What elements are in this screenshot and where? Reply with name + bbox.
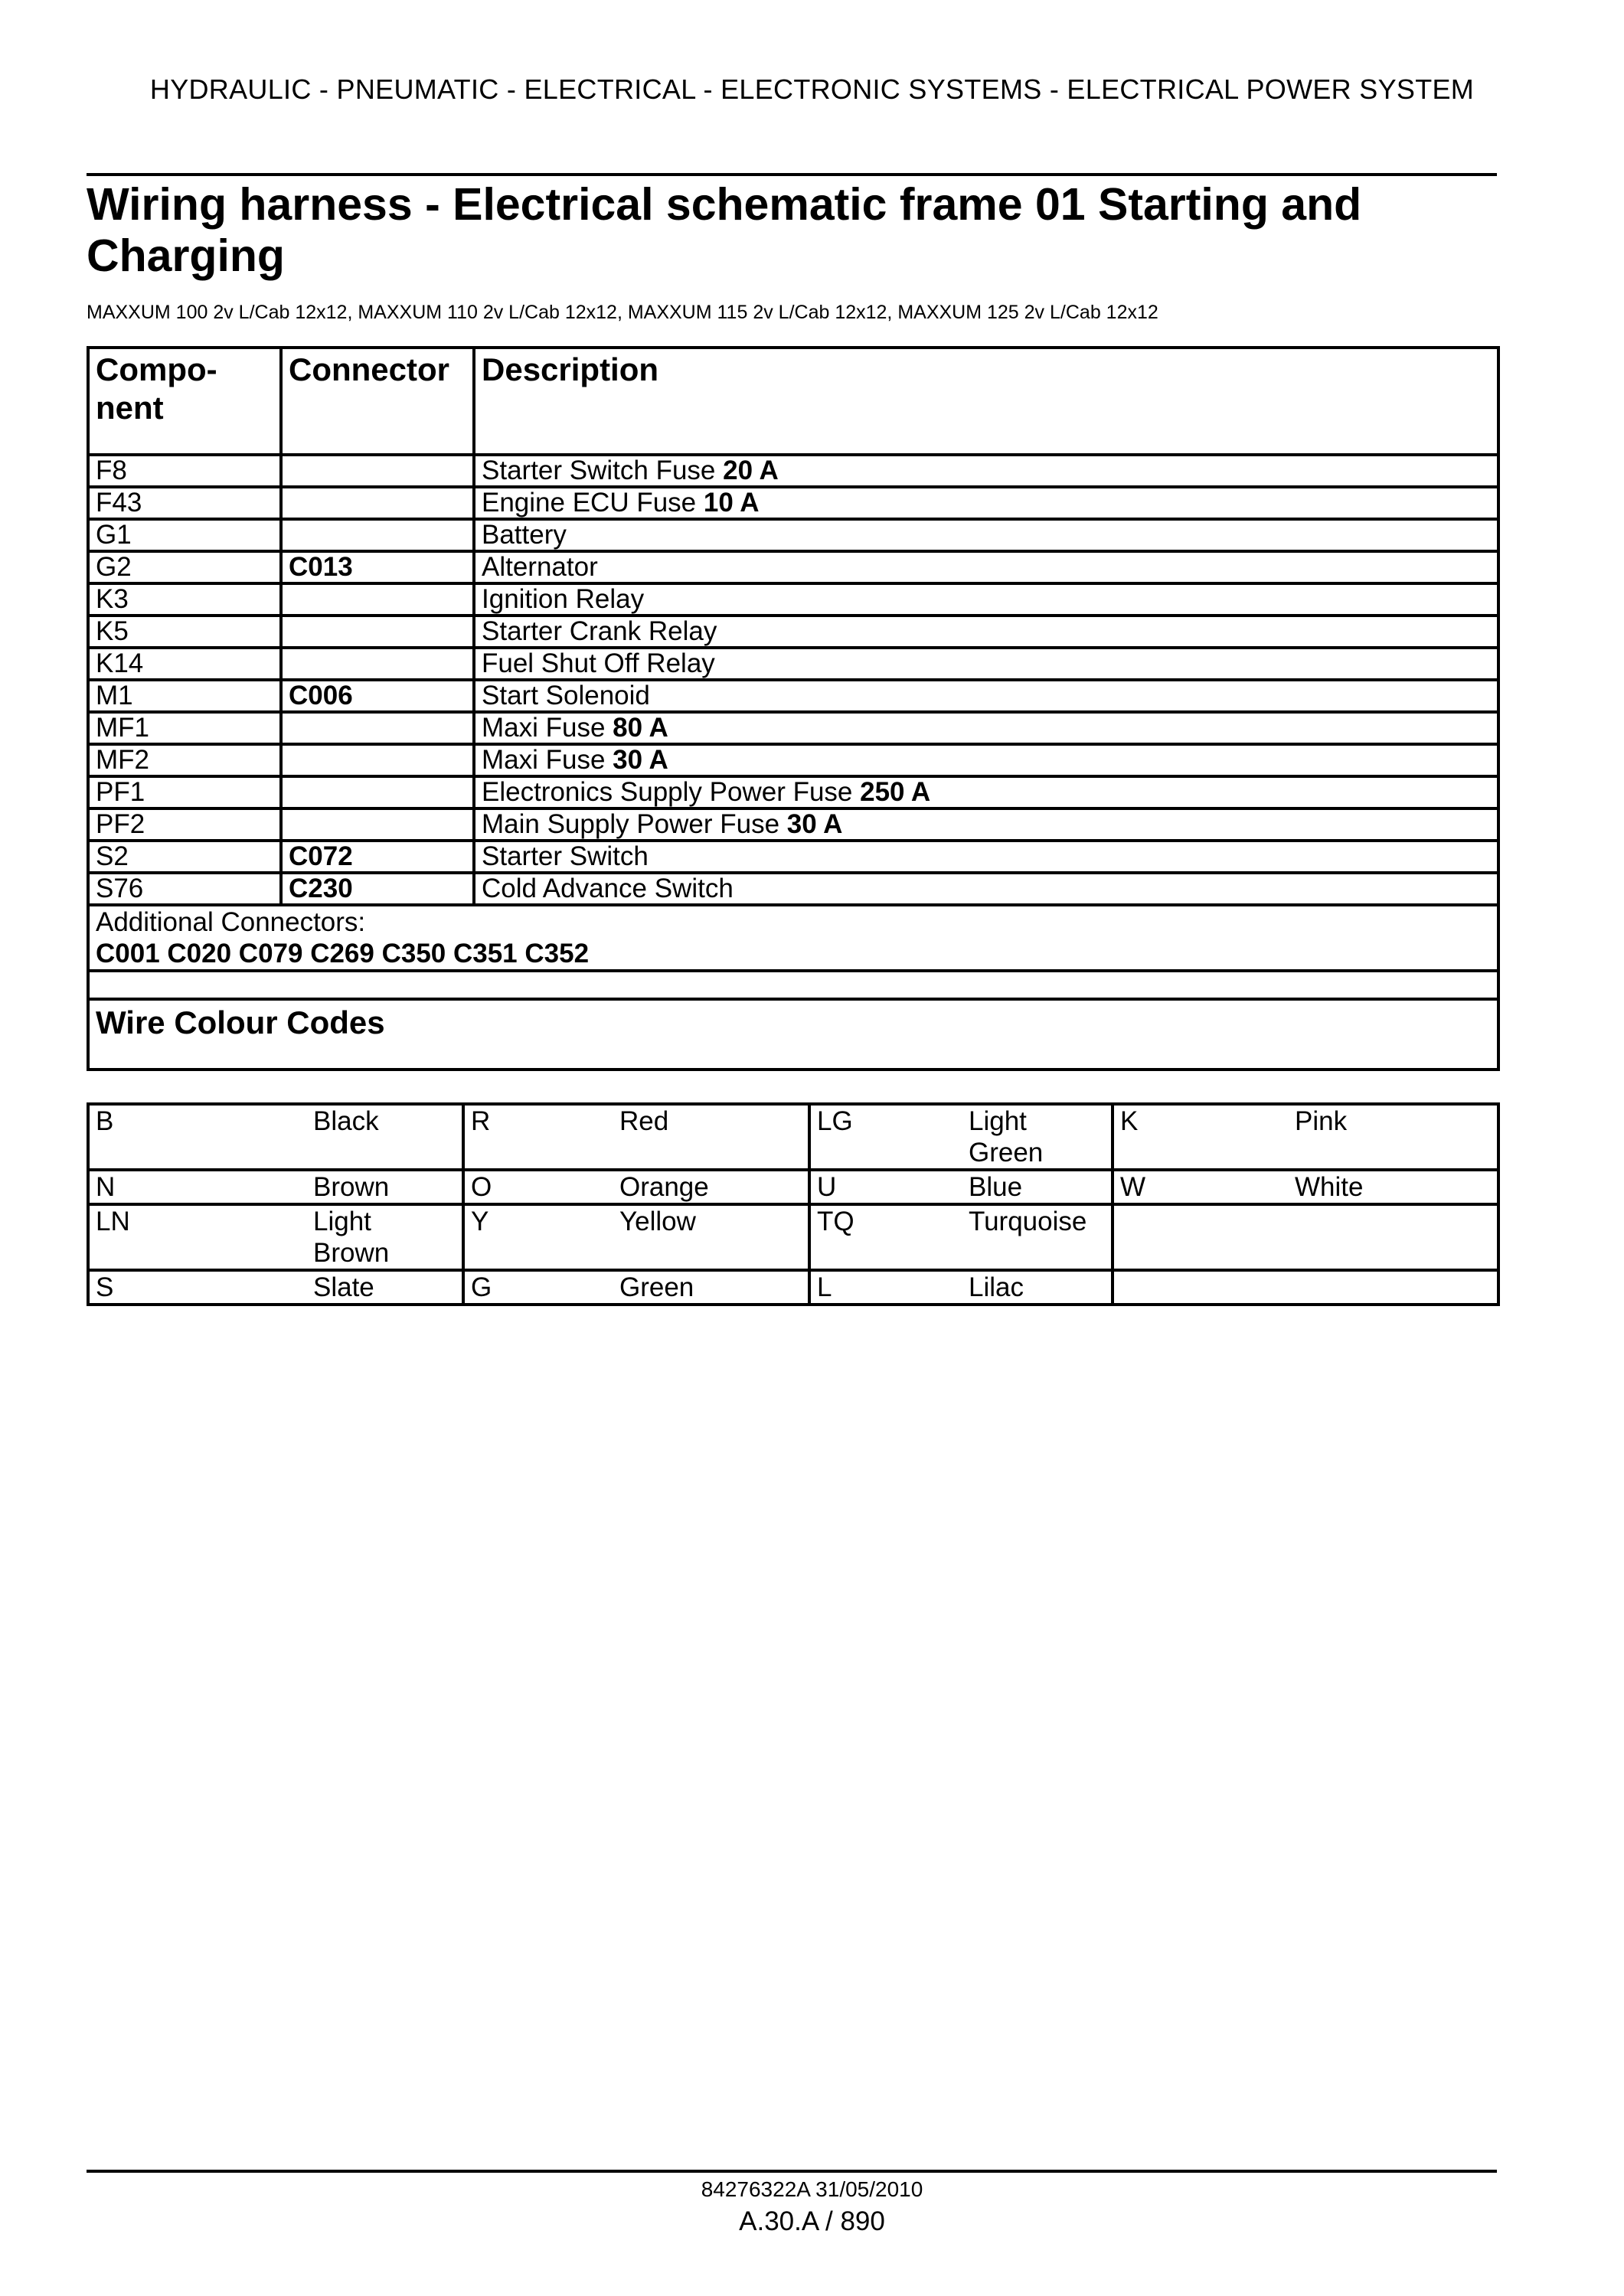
connector-code: C072 (289, 841, 353, 871)
wire-colour-rows (88, 1104, 1498, 1305)
fuse-rating: 30 A (613, 745, 668, 775)
component-id: K14 (88, 648, 281, 680)
wire-colour-name: Orange (613, 1170, 809, 1204)
description-text: Starter Switch Fuse (482, 456, 724, 485)
wire-colour-row (88, 1104, 1498, 1170)
wire-colour-codes-title: Wire Colour Codes (88, 999, 1498, 1070)
wire-colour-name: Light Brown (307, 1204, 463, 1270)
wire-colour-table (87, 1102, 1500, 1306)
component-row (88, 648, 1498, 680)
wire-colour-name: Green (613, 1270, 809, 1305)
component-description (474, 841, 1498, 873)
wire-colour-row (88, 1204, 1498, 1270)
description-text: Fuel Shut Off Relay (482, 648, 715, 678)
component-description (474, 487, 1498, 519)
wire-colour-name: Yellow (613, 1204, 809, 1270)
wire-colour-name: Red (613, 1104, 809, 1170)
connector-id (281, 776, 474, 808)
component-row (88, 680, 1498, 712)
column-header-component: Compo- nent (88, 348, 281, 455)
additional-connectors-cell (88, 905, 1498, 971)
description-text: Start Solenoid (482, 681, 650, 710)
wire-colour-name: Blue (962, 1170, 1113, 1204)
description-text: Alternator (482, 552, 598, 582)
component-row (88, 873, 1498, 905)
component-row (88, 519, 1498, 551)
description-text: Main Supply Power Fuse (482, 809, 787, 839)
component-id: PF1 (88, 776, 281, 808)
component-id: S76 (88, 873, 281, 905)
fuse-rating: 30 A (786, 809, 843, 839)
component-row (88, 712, 1498, 744)
connector-code: C230 (289, 874, 353, 903)
additional-connectors-list: C001 C020 C079 C269 C350 C351 C352 (96, 939, 590, 968)
connector-id (281, 519, 474, 551)
wire-colour-name (1289, 1270, 1498, 1305)
wire-colour-name: Lilac (962, 1270, 1113, 1305)
component-rows (88, 455, 1498, 905)
connector-code: C013 (289, 552, 353, 582)
component-description (474, 551, 1498, 583)
wire-colour-section-row (88, 999, 1498, 1070)
component-id: F43 (88, 487, 281, 519)
component-description (474, 616, 1498, 648)
description-text: Starter Crank Relay (482, 616, 717, 646)
component-description (474, 808, 1498, 841)
page-title: Wiring harness - Electrical schematic frame 01 Starting and Charging (87, 179, 1362, 281)
description-text: Battery (482, 520, 567, 550)
wire-colour-code: LG (809, 1104, 962, 1170)
wire-colour-code: LN (88, 1204, 307, 1270)
column-header-description: Description (474, 348, 1498, 455)
component-description (474, 776, 1498, 808)
wire-colour-name: Light Green (962, 1104, 1113, 1170)
component-row (88, 583, 1498, 616)
fuse-rating: 20 A (723, 456, 779, 485)
wire-colour-code: B (88, 1104, 307, 1170)
fuse-rating: 80 A (613, 713, 668, 743)
connector-id (281, 551, 474, 583)
components-header-row (88, 348, 1498, 455)
wire-colour-code (1113, 1270, 1289, 1305)
component-description (474, 519, 1498, 551)
description-text: Engine ECU Fuse (482, 488, 704, 518)
wire-colour-code: O (463, 1170, 613, 1204)
wire-colour-name (1289, 1204, 1498, 1270)
fuse-rating: 10 A (703, 488, 760, 518)
component-description (474, 455, 1498, 487)
description-text: Maxi Fuse (482, 745, 613, 775)
wire-colour-row (88, 1170, 1498, 1204)
component-description (474, 744, 1498, 776)
connector-id (281, 487, 474, 519)
connector-id (281, 616, 474, 648)
component-description (474, 583, 1498, 616)
component-row (88, 808, 1498, 841)
component-row (88, 487, 1498, 519)
footer-rule (87, 2170, 1497, 2173)
components-table (87, 346, 1500, 1071)
page-number: A.30.A / 890 (739, 2206, 885, 2236)
component-id: G2 (88, 551, 281, 583)
component-id: S2 (88, 841, 281, 873)
wire-colour-code: W (1113, 1170, 1289, 1204)
description-text: Cold Advance Switch (482, 874, 734, 903)
wire-colour-name: White (1289, 1170, 1498, 1204)
wire-colour-row (88, 1270, 1498, 1305)
component-row (88, 776, 1498, 808)
connector-id (281, 455, 474, 487)
connector-code: C006 (289, 681, 353, 710)
running-header: HYDRAULIC - PNEUMATIC - ELECTRICAL - ELECTRONIC SYSTEMS - ELECTRICAL POWER SYSTEM (149, 73, 1475, 105)
wire-colour-code: L (809, 1270, 962, 1305)
wire-colour-name: Turquoise (962, 1204, 1113, 1270)
component-row (88, 616, 1498, 648)
wire-colour-name: Slate (307, 1270, 463, 1305)
connector-id (281, 841, 474, 873)
wire-colour-code: TQ (809, 1204, 962, 1270)
connector-id (281, 583, 474, 616)
wire-colour-code: G (463, 1270, 613, 1305)
connector-id (281, 744, 474, 776)
component-row (88, 551, 1498, 583)
connector-id (281, 873, 474, 905)
document-reference: 84276322A 31/05/2010 (701, 2177, 923, 2201)
component-id: MF1 (88, 712, 281, 744)
connector-id (281, 680, 474, 712)
component-id: F8 (88, 455, 281, 487)
description-text: Electronics Supply Power Fuse (482, 777, 861, 807)
additional-connectors-label: Additional Connectors: (96, 907, 366, 937)
description-text: Starter Switch (482, 841, 649, 871)
model-applicability: MAXXUM 100 2v L/Cab 12x12, MAXXUM 110 2v L/Cab 12x12, MAXXUM 115 2v L/Cab 12x12, MAXXUM 125 2v L/Cab 12x12 (87, 302, 1158, 323)
wire-colour-name: Brown (307, 1170, 463, 1204)
component-description (474, 873, 1498, 905)
wire-colour-code (1113, 1204, 1289, 1270)
header-rule (87, 173, 1497, 176)
connector-id (281, 648, 474, 680)
wire-colour-code: Y (463, 1204, 613, 1270)
component-id: K3 (88, 583, 281, 616)
wire-colour-code: S (88, 1270, 307, 1305)
connector-id (281, 712, 474, 744)
wire-colour-name: Black (307, 1104, 463, 1170)
column-header-connector: Connector (281, 348, 474, 455)
wire-colour-code: R (463, 1104, 613, 1170)
component-id: PF2 (88, 808, 281, 841)
description-text: Ignition Relay (482, 584, 645, 614)
component-description (474, 680, 1498, 712)
component-id: G1 (88, 519, 281, 551)
component-id: MF2 (88, 744, 281, 776)
spacer-row (88, 971, 1498, 999)
wire-colour-code: K (1113, 1104, 1289, 1170)
component-id: M1 (88, 680, 281, 712)
connector-id (281, 808, 474, 841)
additional-connectors-row (88, 905, 1498, 971)
wire-colour-name: Pink (1289, 1104, 1498, 1170)
description-text: Maxi Fuse (482, 713, 613, 743)
component-description (474, 648, 1498, 680)
component-row (88, 841, 1498, 873)
wire-colour-code: N (88, 1170, 307, 1204)
component-row (88, 455, 1498, 487)
fuse-rating: 250 A (860, 777, 931, 807)
component-id: K5 (88, 616, 281, 648)
wire-colour-code: U (809, 1170, 962, 1204)
component-description (474, 712, 1498, 744)
component-row (88, 744, 1498, 776)
